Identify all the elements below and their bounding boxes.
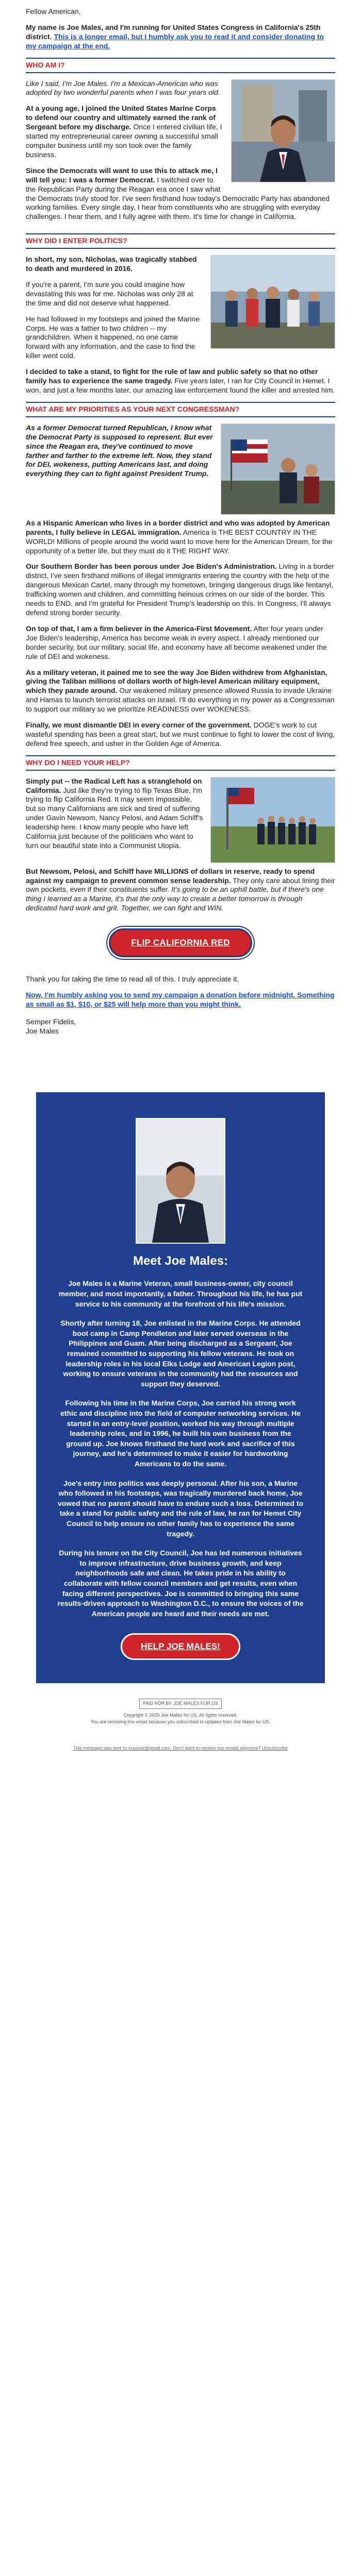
priorities-paragraph-2 [26,519,335,556]
who-paragraph-3-rest: I switched over to the Republican Party during the Reagan era once I saw what the Democrats truly stood for. I've seen firsthand how today's Democratic Party has abandoned working families. Every single day, I hear from constituents who are struggling with everyday challenges. I hear them, and I fully agree with them. It's time for change in California. [26,175,330,221]
priorities-paragraph-2-rest: America is THE BEST COUNTRY IN THE WORLD! Millions of people around the world want to move here for the American Dream, for the opportunity of a better life, but they must do it THE RIGHT WAY. [26,528,333,555]
priorities-paragraph-6-rest: DOGE's work to cut wasteful spending has been a great start, but we must continue to fight to lower the cost of living, defend free speech, and usher in the Golden Age of America. [26,721,335,748]
who-paragraph-1: Like I said, I'm Joe Males. I'm a Mexican-American who was adopted by two wonderful parents when I was four years old. [26,79,220,97]
help-paragraph-2-italic: It's going to be an uphill battle, but if there's one thing I learned as a Marine, it's that the only way to create a better tomorrow is through dedicated hard work and grit. Together, we can fight and WIN. [26,885,324,912]
rally-photo [221,423,335,515]
bio-paragraph: Shortly after turning 18, Joe enlisted in the Marine Corps. He attended boot camp in Camp Pendleton and later served overseas in the Philippines and Guam. After being discharged as a Sergeant, Joe remained committed to supporting his fellow veterans. He took on leadership roles in his local Elks Lodge and American Legion post, working to ensure veterans in the community had the resources and support they deserved. [60,1319,301,1388]
help-paragraph-1-rest: Just like they're trying to flip Texas Blue, I'm trying to flip California Red. It may seem impossible, but so many Californians are sick and tired of suffering under Gavin Newsom, Nancy Pelosi, and Adam Schiff's leadership here. I know many people who have left California just because of the politicians who want to turn our beautiful state into a Communist Utopia. [26,786,203,850]
priorities-paragraph-4 [26,624,335,662]
help-paragraph-1-bold: Simply put -- the Radical Left has a stranglehold on California. [26,776,202,794]
why-paragraph-1: In short, my son, Nicholas, was tragically stabbed to death and murdered in 2016. [26,255,197,273]
bio-title: Meet Joe Males: [133,1254,228,1268]
priorities-paragraph-5-rest: Our weakened military presence allowed Russia to invade Ukraine and Hamas to launch terrorist attacks on Israel. I'll do everything in my power as a Congressman to support our military so we prioritize READINESS over WOKENESS. [26,686,335,714]
signature [26,1018,335,1036]
unsubscribe-line [0,1745,361,1751]
bio-paragraph: Following his time in the Marine Corps, Joe carried his strong work ethic and discipline into the field of computer networking services. He started in an entry-level position, worked his way through multiple leadership roles, and in 1996, he built his own business from the ground up. Joe knows firsthand the hard work and sacrifice of this journey, and he's determined to make it easier for hardworking Americans to do the same. [60,1399,301,1468]
who-paragraph-2-bold: At a young age, I joined the United States Marine Corps to defend our country and ultimately earned the rank of Sergeant before my discharge. [26,104,216,131]
priorities-paragraph-6 [26,721,335,749]
help-paragraph-2-bold: But Newsom, Pelosi, and Schiff have MILLIONS of dollars in reserve, ready to spend against my campaign to prevent common sense leadership. [26,867,315,885]
subscription-reason: You are receiving this email because you subscribed to updates from Joe Males for US. [90,1719,271,1725]
who-paragraph-2-rest: Once I entered civilian life, I started my entrepreneurial career owning a successful small computer business until my son took over the family business. [26,123,222,159]
donation-ask-link[interactable]: Now, I'm humbly asking you to send my campaign a donation before midnight. Something as small as $1, $10, or $25 will help more than you might think. [26,990,335,1008]
bio-photo [57,1118,304,1244]
cta-container [26,928,335,957]
greeting: Fellow American, [26,7,81,15]
priorities-paragraph-3-rest: Living in a border district, I've seen firsthand millions of illegal immigrants entering the country with the help of the dangerous Mexican Cartel, many through my hometown, bringing dangerous drugs like fentanyl, trafficking women and children, and committing heinous crimes on our side of the border. This needs to END, and I'm grateful for President Trump's leadership on this. In Congress, I'll always defend strong border security. [26,562,334,617]
unsubscribe-link[interactable]: This message was sent to xxxxxxx@gmail.com. Don't want to receive our emails anymore? Unsubscribe [73,1745,288,1751]
why-paragraph-4-bold: I decided to take a stand, to fight for the rule of law and public safety so that no other family has to experience the same tragedy. [26,367,318,385]
section-heading-who: WHO AM I? [26,58,335,73]
why-paragraph-2: If you're a parent, I'm sure you could imagine how devastating this was for me. Nicholas was only 28 at the time and did not deserve what happened. [26,280,193,307]
footer [0,1699,361,1726]
portrait-photo [231,79,335,182]
thanks-text: Thank you for taking the time to read all of this. I truly appreciate it. [26,974,239,983]
priorities-paragraph-4-rest: After four years under Joe Biden's leadership, America has become weak in every aspect. I already mentioned our border security, but our military, social life, and economy have all become weakened under the rule of DEI and wokeness. [26,624,327,660]
signoff-line-1: Semper Fidelis, [26,1017,76,1026]
help-paragraph-2-rest: They only care about lining their own pockets, even if their constituents suffer. [26,876,335,894]
section-heading-help: WHY DO I NEED YOUR HELP? [26,755,335,771]
email-body [26,0,335,1036]
family-photo [210,255,335,349]
bio-paragraph: Joe's entry into politics was deeply personal. After his son, a Marine who followed in his footsteps, was tragically murdered back home, Joe vowed that no parent should have to endure such a loss. Determined to take a stand for public safety and the rule of law, he ran for Hemet City Council to help ensure no other family has to experience the same tragedy. [57,1479,304,1538]
why-paragraph-4-rest: Five years later, I ran for City Council in Hemet. I won, and just a few months later, our amazing law enforcement found the killer and arrested him. [26,377,335,394]
flip-california-red-button[interactable]: FLIP CALIFORNIA RED [109,928,252,957]
crowd-photo [210,777,335,863]
paid-for-box: PAID FOR BY JOE MALES FOR US [139,1699,222,1709]
why-paragraph-3: He had followed in my footsteps and joined the Marine Corps. He was a father to two children -- my grandchildren. When it happened, no one came forward with any information, and the case to find the killer went cold. [26,314,200,360]
intro-paragraph [26,23,335,51]
priorities-paragraph-2-bold: As a Hispanic American who lives in a border district and who was adopted by American parents, I fully believe in LEGAL immigration. [26,518,330,536]
priorities-paragraph-1: As a former Democrat turned Republican, I know what the Democrat Party is supposed to represent. But ever since the Reagan era, they've continued to move farther and farther to the extreme left. Now, they stand for DEI, wokeness, putting Americans last, and doing everything they can to fight against President Trump. [26,423,213,478]
help-joe-males-button[interactable]: HELP JOE MALES! [121,1633,240,1660]
bio-paragraph: Joe Males is a Marine Veteran, small business-owner, city council member, and most importantly, a father. Throughout his life, he has put service to his community at the forefront of his life's mission. [58,1279,303,1308]
signoff-line-2: Joe Males [26,1026,59,1035]
priorities-paragraph-4-bold: On top of that, I am a firm believer in the America-First Movement. [26,624,252,633]
section-heading-priorities: WHAT ARE MY PRIORITIES AS YOUR NEXT CONGRESSMAN? [26,402,335,417]
who-paragraph-3-bold: Since the Democrats will want to use this to attack me, I will tell you: I was a former Democrat. [26,166,218,184]
priorities-paragraph-3-bold: Our Southern Border has been porous under Joe Biden's Administration. [26,562,277,571]
priorities-paragraph-6-bold: Finally, we must dismantle DEI in every corner of the government. [26,721,252,730]
priorities-paragraph-3 [26,562,335,617]
why-paragraph-4 [26,367,335,395]
bio-card [36,1092,325,1683]
intro-link[interactable]: This is a longer email, but I humbly ask you to read it and consider donating to my campaign at the end. [26,32,324,50]
priorities-paragraph-5-bold: As a military veteran, it pained me to see the way Joe Biden withdrew from Afghanistan, giving the Taliban millions of dollars worth of high-level American military equipment, which they parade around. [26,668,327,695]
section-heading-why: WHY DID I ENTER POLITICS? [26,233,335,249]
priorities-paragraph-5 [26,668,335,715]
intro-bold: My name is Joe Males, and I'm running for United States Congress in California's 25th district. [26,23,321,41]
donation-ask [26,991,335,1009]
bio-paragraph: During his tenure on the City Council, Joe has led numerous initiatives to improve infrastructure, drive business growth, and keep neighborhoods safe and clean. He takes pride in his ability to collaborate with fellow council members and get results, even when facing different perspectives. Joe is committed to bringing this same results-driven approach to Washington D.C., to ensure the voices of the American people are heard and their needs are met. [57,1549,304,1618]
help-paragraph-2 [26,867,335,913]
copyright-text: Copyright © 2025 Joe Males for US, All rights reserved. [123,1712,238,1718]
